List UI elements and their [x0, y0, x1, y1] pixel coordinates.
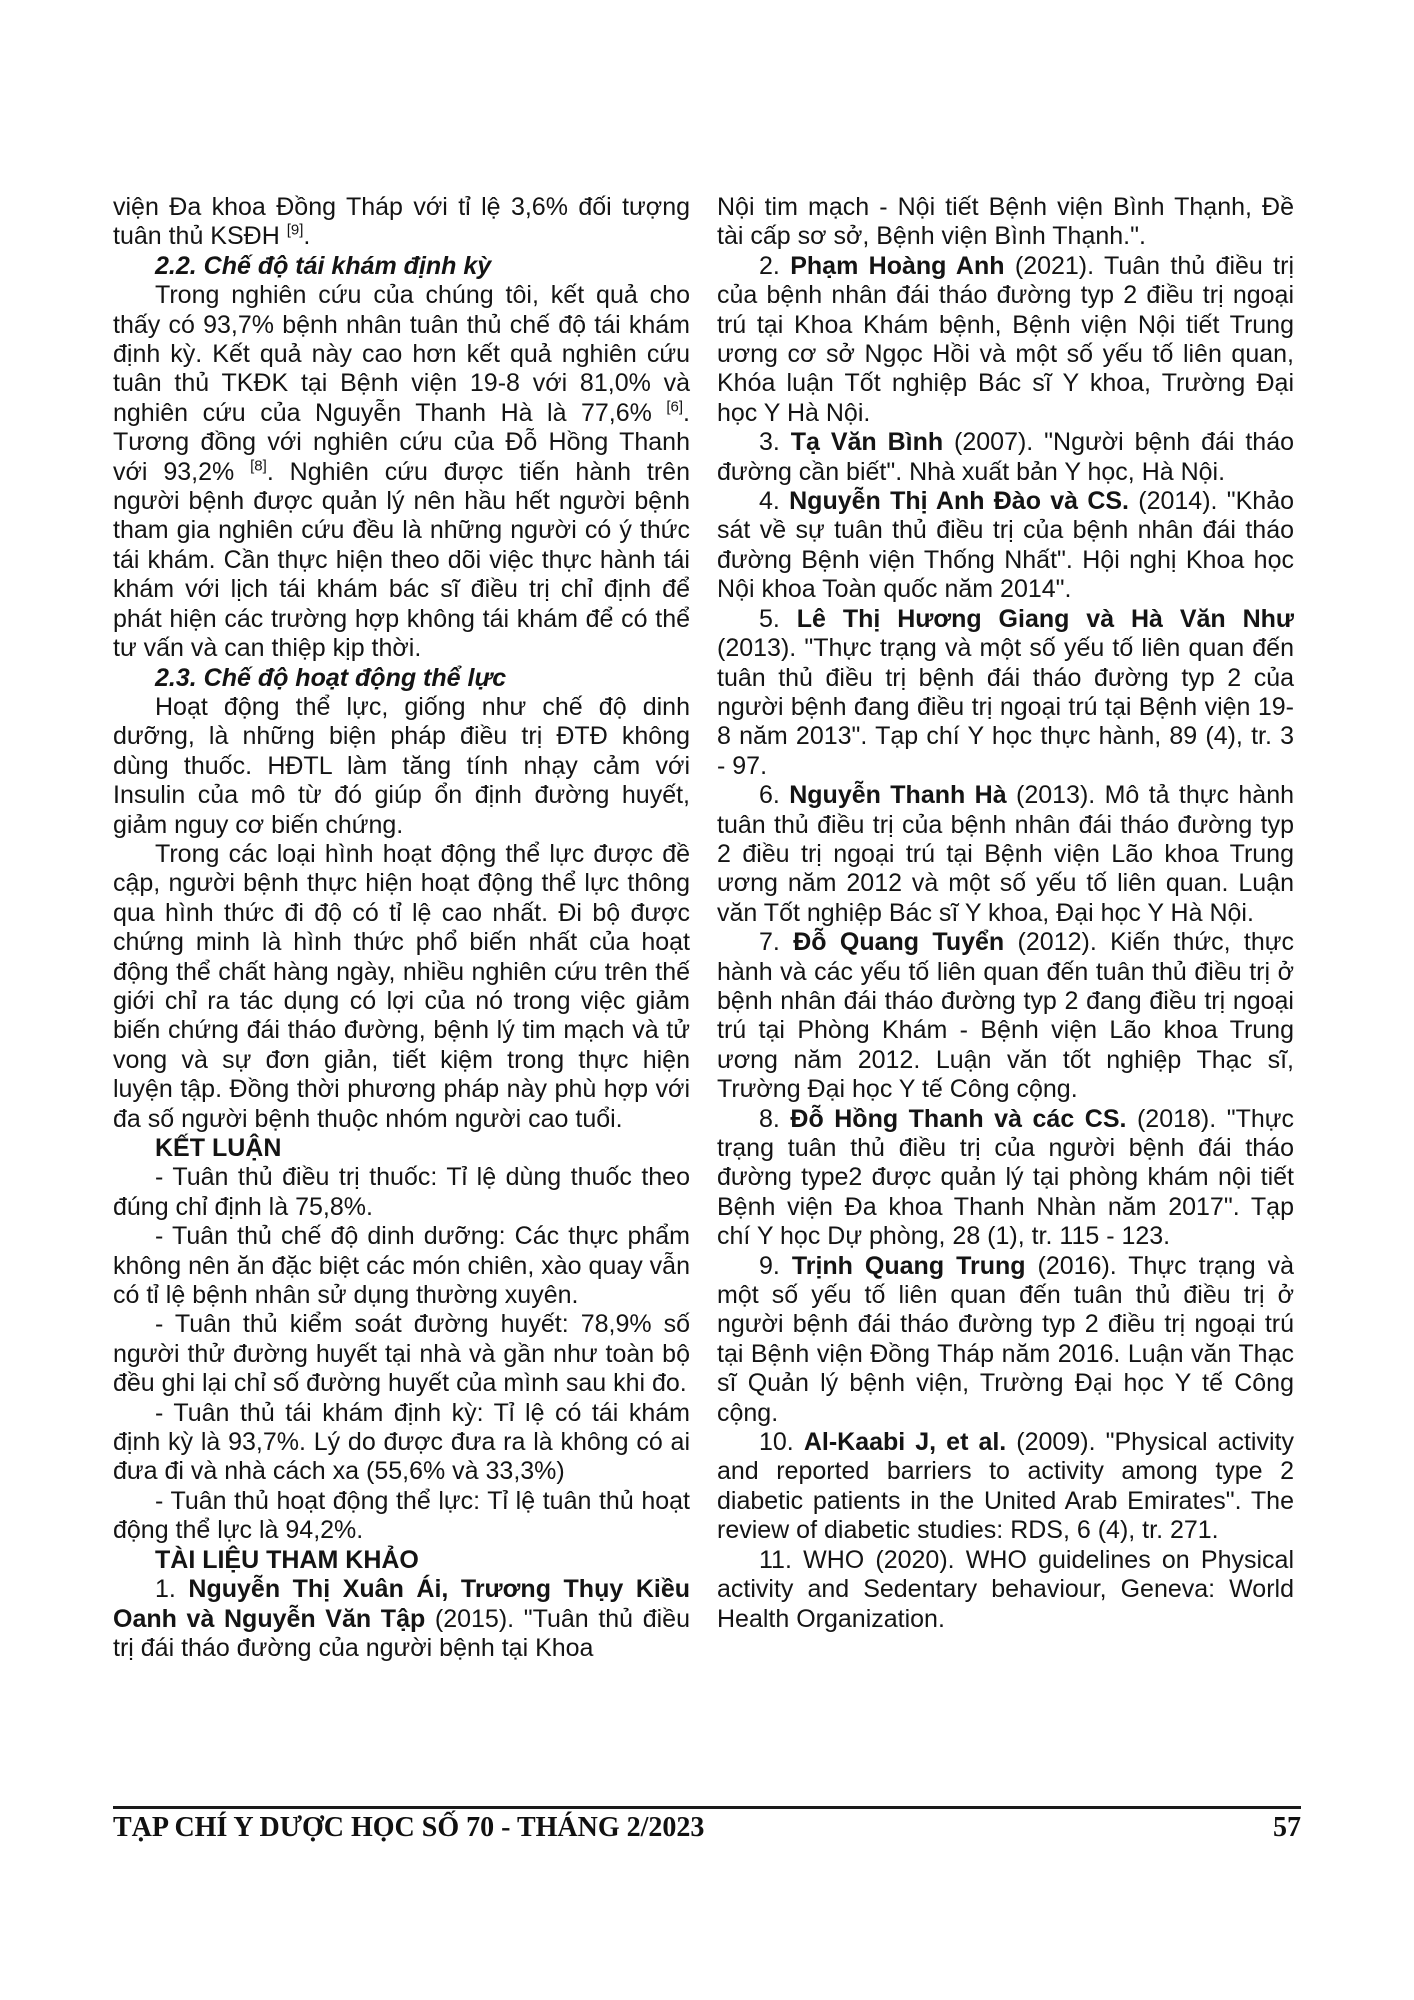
reference-item-5 [717, 605, 1294, 781]
text-segment: . Tương đồng với nghiên cứu của Đỗ Hồng Thanh với 93,2% [113, 398, 690, 486]
citation-superscript: [8] [250, 457, 267, 475]
text-segment: Trong các loại hình hoạt động thể lực được đề cập, người bệnh thực hiện hoạt động thể lực thông qua hình thức đi độ có tỉ lệ cao nhất. Đi bộ được chứng minh là hình thức phổ biến nhất của hoạt động thể chất hàng ngày, nhiều nghiên cứu trên thế giới chỉ ra tác dụng có lợi của nó trong việc giảm biến chứng đái tháo đường, bệnh lý tim mạch và tử vong và sự đơn giản, tiết kiệm trong thực hiện luyện tập. Đồng thời phương pháp này phù hợp với đa số người bệnh thuộc nhóm người cao tuổi. [113, 839, 690, 1133]
reference-item-3 [717, 428, 1294, 487]
text-segment: 2.2. Chế độ tái khám định kỳ [155, 251, 492, 280]
text-segment: Tạ Văn Bình [790, 428, 944, 457]
paragraph [113, 281, 690, 663]
reference-item-9 [717, 1252, 1294, 1428]
reference-item-11 [717, 1546, 1294, 1634]
text-segment: 5. [759, 604, 797, 633]
footer-divider [113, 1806, 1301, 1809]
text-segment: . Nghiên cứu được tiến hành trên người bệnh được quản lý nên hầu hết người bệnh tham gia nghiên cứu đều là những người có ý thức tái khám. Cần thực hiện theo dõi việc thực hành tái khám với lịch tái khám bác sĩ điều trị chỉ định để phát hiện các trường hợp không tái khám để có thể tư vấn và can thiệp kịp thời. [113, 457, 690, 663]
text-segment: 9. [759, 1251, 792, 1280]
section-heading-2-3 [113, 664, 690, 693]
text-segment: Phạm Hoàng Anh [790, 251, 1005, 280]
text-segment: Đỗ Hồng Thanh và các CS. [790, 1104, 1127, 1133]
text-segment: 11. WHO (2020). WHO guidelines on Physical activity and Sedentary behaviour, Geneva: World Health Organization. [717, 1545, 1294, 1633]
text-segment: 7. [759, 928, 794, 957]
citation-superscript: [9] [286, 222, 304, 240]
conclusion-item [113, 1310, 690, 1398]
continuation-paragraph [717, 193, 1294, 252]
text-segment: - Tuân thủ điều trị thuốc: Tỉ lệ dùng thuốc theo đúng chỉ định là 75,8%. [113, 1163, 690, 1221]
citation-superscript: [6] [666, 398, 684, 416]
text-segment: Nguyễn Thị Xuân Ái, Trương Thụy Kiều Oanh và Nguyễn Văn Tập [113, 1575, 690, 1633]
page-footer [113, 1812, 1301, 1844]
reference-item-6 [717, 781, 1294, 928]
conclusion-item [113, 1399, 690, 1487]
text-segment: - Tuân thủ tái khám định kỳ: Tỉ lệ có tái khám định kỳ là 93,7%. Lý do được đưa ra là không có ai đưa đi và nhà cách xa (55,6% và 33,3%) [113, 1398, 690, 1486]
text-segment: 6. [759, 781, 790, 810]
reference-item-10 [717, 1428, 1294, 1546]
text-segment: (2012). Kiến thức, thực hành và các yếu tố liên quan đến tuân thủ điều trị ở bệnh nhân đái tháo đường typ 2 đang điều trị ngoại trú tại Phòng Khám - Bệnh viện Lão khoa Trung ương năm 2012. Luận văn tốt nghiệp Thạc sĩ, Trường Đại học Y tế Công cộng. [717, 928, 1295, 1104]
paragraph [113, 840, 690, 1134]
text-segment: Nội tim mạch - Nội tiết Bệnh viện Bình Thạnh, Đề tài cấp sơ sở, Bệnh viện Bình Thạnh.". [717, 193, 1294, 251]
text-segment: TÀI LIỆU THAM KHẢO [155, 1545, 419, 1574]
text-segment: 4. [759, 487, 790, 516]
text-segment: (2018). "Thực trạng tuân thủ điều trị của người bệnh đái tháo đường type2 được quản lý tại phòng khám nội tiết Bệnh viện Đa khoa Thanh Nhàn năm 2017". Tạp chí Y học Dự phòng, 28 (1), tr. 115 - 123. [717, 1104, 1295, 1251]
reference-item-8 [717, 1105, 1294, 1252]
text-segment: (2007). "Người bệnh đái tháo đường cần biết". Nhà xuất bản Y học, Hà Nội. [717, 428, 1295, 486]
conclusion-heading [113, 1134, 690, 1163]
text-segment: 3. [759, 428, 791, 457]
page-number: 57 [1273, 1812, 1301, 1843]
text-segment: (2014). "Khảo sát về sự tuân thủ điều trị của bệnh nhân đái tháo đường Bệnh viện Thống Nhất". Hội nghị Khoa học Nội khoa Toàn quốc năm 2014". [717, 487, 1295, 604]
text-segment: Al-Kaabi J, et al. [803, 1428, 1007, 1457]
text-segment: - Tuân thủ hoạt động thể lực: Tỉ lệ tuân thủ hoạt động thể lực là 94,2%. [113, 1486, 690, 1545]
reference-item-4 [717, 487, 1294, 605]
text-segment: Trịnh Quang Trung [791, 1251, 1026, 1280]
journal-title: TẠP CHÍ Y DƯỢC HỌC SỐ 70 - THÁNG 2/2023 [113, 1812, 705, 1843]
text-segment: (2015). "Tuân thủ điều trị đái tháo đường của người bệnh tại Khoa [113, 1604, 690, 1662]
text-segment: Đỗ Quang Tuyển [793, 928, 1005, 957]
text-segment: . [303, 222, 311, 251]
left-column [113, 193, 690, 1663]
text-segment: (2009). "Physical activity and reported barriers to activity among type 2 diabetic patients in the United Arab Emirates". The review of diabetic studies: RDS, 6 (4), tr. 271. [717, 1428, 1294, 1545]
text-segment: 8. [759, 1104, 791, 1133]
section-heading-2-2 [113, 252, 690, 281]
text-segment: KẾT LUẬN [155, 1134, 282, 1162]
text-segment: viện Đa khoa Đồng Tháp với tỉ lệ 3,6% đối tượng tuân thủ KSĐH [113, 193, 690, 251]
reference-item-7 [717, 928, 1294, 1104]
references-heading [113, 1546, 690, 1575]
text-segment: (2021). Tuân thủ điều trị của bệnh nhân đái tháo đường typ 2 điều trị ngoại trú tại Khoa Khám bệnh, Bệnh viện Nội tiết Trung ương cơ sở Ngọc Hồi và một số yếu tố liên quan, Khóa luận Tốt nghiệp Bác sĩ Y khoa, Trường Đại học Y Hà Nội. [717, 251, 1295, 427]
reference-item-2 [717, 252, 1294, 428]
text-segment: - Tuân thủ chế độ dinh dưỡng: Các thực phẩm không nên ăn đặc biệt các món chiên, xào quay vẫn có tỉ lệ bệnh nhân sử dụng thường xuyên. [113, 1222, 690, 1310]
text-segment: Hoạt động thể lực, giống như chế độ dinh dưỡng, là những biện pháp điều trị ĐTĐ không dùng thuốc. HĐTL làm tăng tính nhạy cảm với Insulin của mô từ đó giúp ổn định đường huyết, giảm nguy cơ biến chứng. [113, 692, 690, 839]
text-segment: 2.3. Chế độ hoạt động thể lực [155, 663, 507, 692]
text-segment: (2013). "Thực trạng và một số yếu tố liên quan đến tuân thủ điều trị bệnh đái tháo đường typ 2 của người bệnh đang điều trị ngoại trú tại Bệnh viện 19-8 năm 2013". Tạp chí Y học thực hành, 89 (4), tr. 3 - 97. [717, 634, 1294, 780]
text-segment: (2016). Thực trạng và một số yếu tố liên quan đến tuân thủ điều trị ở người bệnh đái tháo đường typ 2 điều trị ngoại trú tại Bệnh viện Đồng Tháp năm 2016. Luận văn Thạc sĩ Quản lý bệnh viện, Trường Đại học Y tế Công cộng. [717, 1251, 1294, 1427]
text-segment: 2. [759, 251, 791, 280]
reference-item-1 [113, 1575, 690, 1663]
paragraph [113, 693, 690, 840]
conclusion-item [113, 1487, 690, 1546]
conclusion-item [113, 1222, 690, 1310]
text-segment: Nguyễn Thị Anh Đào và CS. [789, 487, 1129, 516]
text-segment: (2013). Mô tả thực hành tuân thủ điều trị của bệnh nhân đái tháo đường typ 2 điều trị ngoại trú tại Bệnh viện Lão khoa Trung ương năm 2012 và một số yếu tố liên quan. Luận văn Tốt nghiệp Bác sĩ Y khoa, Đại học Y Hà Nội. [717, 781, 1295, 927]
right-column [717, 193, 1294, 1634]
text-segment: Nguyễn Thanh Hà [789, 781, 1007, 810]
text-segment: Trong nghiên cứu của chúng tôi, kết quả cho thấy có 93,7% bệnh nhân tuân thủ chế độ tái khám định kỳ. Kết quả này cao hơn kết quả nghiên cứu tuân thủ TKĐK tại Bệnh viện 19-8 với 81,0% và nghiên cứu của Nguyễn Thanh Hà là 77,6% [113, 281, 690, 427]
text-segment: - Tuân thủ kiểm soát đường huyết: 78,9% số người thử đường huyết tại nhà và gần như toàn bộ đều ghi lại chỉ số đường huyết của mình sau khi đo. [113, 1310, 690, 1398]
continuation-paragraph [113, 193, 690, 252]
text-segment: 1. [155, 1575, 189, 1604]
text-segment: 10. [759, 1428, 804, 1457]
conclusion-item [113, 1163, 690, 1222]
text-segment: Lê Thị Hương Giang và Hà Văn Như [796, 604, 1295, 633]
